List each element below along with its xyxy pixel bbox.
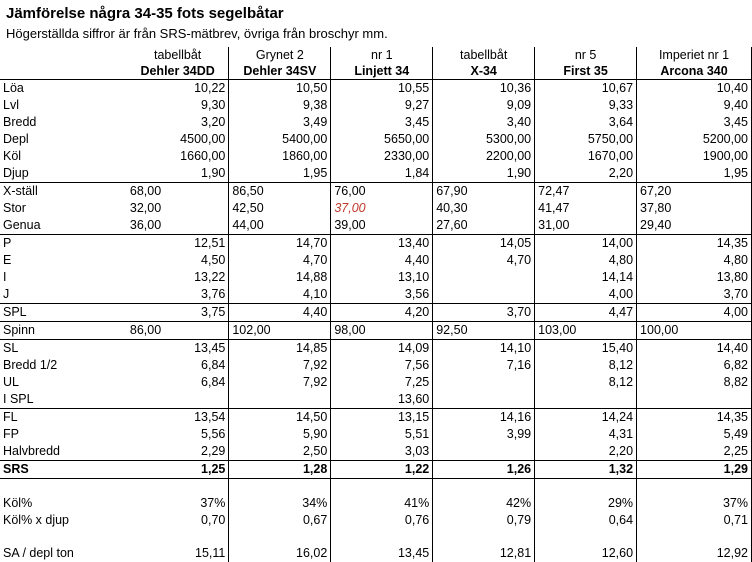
cell[interactable]: 98,00 <box>331 322 433 340</box>
cell[interactable]: 4500,00 <box>127 131 229 148</box>
cell[interactable]: 14,09 <box>331 340 433 358</box>
cell[interactable]: 39,00 <box>331 217 433 235</box>
cell[interactable]: 7,92 <box>229 374 331 391</box>
blank-cell[interactable] <box>127 529 229 545</box>
cell[interactable]: 4,10 <box>229 286 331 304</box>
cell[interactable]: 41,47 <box>535 200 637 217</box>
cell[interactable] <box>433 443 535 461</box>
cell[interactable]: 0,71 <box>637 512 752 529</box>
cell[interactable] <box>433 374 535 391</box>
table-row <box>0 426 752 443</box>
row-label[interactable]: Köl% x djup <box>3 512 70 527</box>
row-label[interactable]: I <box>3 270 7 284</box>
cell[interactable]: 3,99 <box>433 426 535 443</box>
table-row <box>0 97 752 114</box>
cell[interactable]: 8,82 <box>637 374 752 391</box>
blank-cell[interactable] <box>331 479 433 495</box>
blank-cell[interactable] <box>0 529 127 545</box>
cell[interactable]: 3,76 <box>127 286 229 304</box>
cell[interactable]: 14,70 <box>229 235 331 253</box>
cell[interactable]: 5,49 <box>637 426 752 443</box>
cell[interactable]: 9,27 <box>331 97 433 114</box>
cell[interactable]: 1,84 <box>331 165 433 183</box>
blank-cell[interactable] <box>535 479 637 495</box>
table-row <box>0 235 752 253</box>
cell[interactable]: 14,16 <box>433 409 535 427</box>
cell[interactable]: 16,02 <box>229 545 331 562</box>
row-label[interactable]: SA / depl ton <box>3 545 74 560</box>
col-name-2[interactable]: Dehler 34SV <box>229 63 331 80</box>
blank-cell[interactable] <box>637 479 752 495</box>
blank-cell[interactable] <box>0 479 127 495</box>
cell[interactable]: 4,70 <box>433 252 535 269</box>
row-label[interactable]: SL <box>0 340 127 358</box>
table-row <box>0 357 752 374</box>
row-label[interactable]: FL <box>0 409 127 427</box>
table-row <box>0 545 752 562</box>
cell[interactable]: 102,00 <box>229 322 331 340</box>
cell[interactable]: 13,54 <box>127 409 229 427</box>
table-row <box>0 512 752 529</box>
cell[interactable]: 12,92 <box>637 545 752 562</box>
col-name-6[interactable]: Arcona 340 <box>637 63 752 80</box>
row-label[interactable]: E <box>3 253 12 267</box>
row-label[interactable]: SRS <box>0 461 127 479</box>
row-label[interactable]: Halvbredd <box>3 444 60 458</box>
cell[interactable]: 3,40 <box>433 114 535 131</box>
blank-row <box>0 479 752 495</box>
cell[interactable]: 5650,00 <box>331 131 433 148</box>
cell[interactable]: 15,40 <box>535 340 637 358</box>
row-label[interactable]: Spinn <box>0 322 127 340</box>
cell[interactable]: 40,30 <box>433 200 535 217</box>
cell[interactable]: 14,40 <box>637 340 752 358</box>
cell[interactable]: 1900,00 <box>637 148 752 165</box>
col-sub-6[interactable]: Imperiet nr 1 <box>637 47 752 63</box>
cell[interactable]: 10,50 <box>229 80 331 98</box>
cell[interactable]: 13,10 <box>331 269 433 286</box>
col-name-4[interactable]: X-34 <box>433 63 535 80</box>
cell[interactable]: 10,67 <box>535 80 637 98</box>
table-row <box>0 114 752 131</box>
table-row <box>0 183 752 201</box>
cell[interactable]: 86,50 <box>229 183 331 201</box>
blank-cell[interactable] <box>433 479 535 495</box>
cell[interactable]: 12,81 <box>433 545 535 562</box>
cell[interactable]: 4,80 <box>637 252 752 269</box>
blank-cell[interactable] <box>127 479 229 495</box>
cell[interactable]: 32,00 <box>127 200 229 217</box>
cell[interactable]: 2,50 <box>229 443 331 461</box>
blank-cell[interactable] <box>433 529 535 545</box>
cell[interactable]: 37% <box>637 495 752 512</box>
cell[interactable]: 4,47 <box>535 304 637 322</box>
cell[interactable]: 14,00 <box>535 235 637 253</box>
cell[interactable]: 1,28 <box>229 461 331 479</box>
cell[interactable]: 6,82 <box>637 357 752 374</box>
header-row-name <box>0 63 752 80</box>
table-row <box>0 391 752 409</box>
cell[interactable]: 1,22 <box>331 461 433 479</box>
cell[interactable]: 3,75 <box>127 304 229 322</box>
cell[interactable]: 9,30 <box>127 97 229 114</box>
table-row <box>0 80 752 98</box>
cell[interactable]: 10,55 <box>331 80 433 98</box>
cell[interactable] <box>127 391 229 409</box>
cell[interactable]: 29,40 <box>637 217 752 235</box>
blank-cell[interactable] <box>229 529 331 545</box>
cell[interactable]: 5,56 <box>127 426 229 443</box>
table-row <box>0 286 752 304</box>
table-row <box>0 217 752 235</box>
sheet-subtitle: Högerställda siffror är från SRS-mätbrev, övriga från broschyr mm. <box>6 26 388 41</box>
table-row <box>0 374 752 391</box>
row-label[interactable]: X-ställ <box>0 183 127 201</box>
cell[interactable]: 8,12 <box>535 357 637 374</box>
cell[interactable]: 13,15 <box>331 409 433 427</box>
cell[interactable]: 12,51 <box>127 235 229 253</box>
cell[interactable]: 4,80 <box>535 252 637 269</box>
row-label[interactable]: Genua <box>3 218 41 232</box>
cell[interactable]: 13,40 <box>331 235 433 253</box>
cell[interactable]: 3,45 <box>331 114 433 131</box>
cell[interactable] <box>433 286 535 304</box>
highlighted-cell[interactable]: 37,00 <box>331 200 433 217</box>
cell[interactable]: 12,60 <box>535 545 637 562</box>
cell[interactable]: 2,25 <box>637 443 752 461</box>
row-label[interactable]: I SPL <box>3 392 34 406</box>
cell[interactable]: 8,12 <box>535 374 637 391</box>
cell[interactable]: 14,35 <box>637 235 752 253</box>
cell[interactable]: 9,09 <box>433 97 535 114</box>
cell[interactable]: 5750,00 <box>535 131 637 148</box>
cell[interactable] <box>535 391 637 409</box>
cell[interactable]: 5,51 <box>331 426 433 443</box>
blank-cell[interactable] <box>637 529 752 545</box>
cell[interactable]: 14,24 <box>535 409 637 427</box>
blank-cell[interactable] <box>535 529 637 545</box>
cell[interactable]: 41% <box>331 495 433 512</box>
table-row <box>0 340 752 358</box>
table-row <box>0 443 752 461</box>
row-label[interactable]: UL <box>3 375 19 389</box>
col-sub-4[interactable]: tabellbåt <box>433 47 535 63</box>
cell[interactable]: 14,10 <box>433 340 535 358</box>
cell[interactable]: 9,33 <box>535 97 637 114</box>
cell[interactable]: 13,22 <box>127 269 229 286</box>
row-label[interactable]: Lvl <box>3 98 19 112</box>
cell[interactable]: 29% <box>535 495 637 512</box>
row-label[interactable]: P <box>0 235 127 253</box>
cell[interactable]: 37% <box>127 495 229 512</box>
table-row <box>0 200 752 217</box>
cell[interactable]: 0,67 <box>229 512 331 529</box>
cell[interactable]: 3,45 <box>637 114 752 131</box>
cell[interactable]: 14,14 <box>535 269 637 286</box>
cell[interactable]: 1,26 <box>433 461 535 479</box>
cell[interactable]: 76,00 <box>331 183 433 201</box>
cell[interactable] <box>433 269 535 286</box>
table-row <box>0 252 752 269</box>
cell[interactable]: 1860,00 <box>229 148 331 165</box>
header-corner <box>0 47 127 63</box>
cell[interactable]: 15,11 <box>127 545 229 562</box>
row-label[interactable]: Djup <box>3 166 29 180</box>
cell[interactable]: 13,45 <box>331 545 433 562</box>
cell[interactable]: 7,56 <box>331 357 433 374</box>
srs-row <box>0 461 752 479</box>
cell[interactable]: 14,85 <box>229 340 331 358</box>
cell[interactable]: 13,80 <box>637 269 752 286</box>
cell[interactable] <box>229 391 331 409</box>
cell[interactable]: 6,84 <box>127 357 229 374</box>
cell[interactable]: 2,20 <box>535 165 637 183</box>
table-row <box>0 131 752 148</box>
cell[interactable] <box>637 391 752 409</box>
table-row <box>0 322 752 340</box>
cell[interactable]: 14,35 <box>637 409 752 427</box>
table-row <box>0 495 752 512</box>
cell[interactable]: 31,00 <box>535 217 637 235</box>
cell[interactable]: 92,50 <box>433 322 535 340</box>
cell[interactable]: 13,45 <box>127 340 229 358</box>
cell[interactable]: 3,64 <box>535 114 637 131</box>
cell[interactable]: 10,22 <box>127 80 229 98</box>
table-row <box>0 165 752 183</box>
row-label[interactable]: FP <box>3 427 19 441</box>
table-row <box>0 409 752 427</box>
row-label[interactable]: J <box>3 287 10 301</box>
cell[interactable]: 1,32 <box>535 461 637 479</box>
header-row-sub <box>0 47 752 63</box>
cell[interactable]: 1660,00 <box>127 148 229 165</box>
cell[interactable]: 2,20 <box>535 443 637 461</box>
cell[interactable]: 1,29 <box>637 461 752 479</box>
cell[interactable]: 34% <box>229 495 331 512</box>
cell[interactable]: 72,47 <box>535 183 637 201</box>
cell[interactable]: 7,25 <box>331 374 433 391</box>
row-label[interactable]: Bredd <box>3 115 37 129</box>
col-name-1[interactable]: Dehler 34DD <box>127 63 229 80</box>
blank-cell[interactable] <box>229 479 331 495</box>
cell[interactable]: 4,40 <box>229 304 331 322</box>
cell[interactable]: 1,95 <box>229 165 331 183</box>
sheet-title: Jämförelse några 34-35 fots segelbåtar <box>6 5 284 22</box>
cell[interactable] <box>433 391 535 409</box>
cell[interactable]: 68,00 <box>127 183 229 201</box>
cell[interactable]: 9,38 <box>229 97 331 114</box>
cell[interactable]: 3,49 <box>229 114 331 131</box>
row-label[interactable]: Köl <box>3 149 22 163</box>
cell[interactable]: 0,64 <box>535 512 637 529</box>
row-label[interactable]: Löa <box>3 81 24 95</box>
cell[interactable]: 1,90 <box>433 165 535 183</box>
cell[interactable]: 13,60 <box>331 391 433 409</box>
table-row <box>0 148 752 165</box>
cell[interactable]: 4,00 <box>637 304 752 322</box>
blank-cell[interactable] <box>331 529 433 545</box>
cell[interactable]: 67,90 <box>433 183 535 201</box>
cell[interactable]: 44,00 <box>229 217 331 235</box>
cell[interactable]: 4,40 <box>331 252 433 269</box>
cell[interactable]: 6,84 <box>127 374 229 391</box>
cell[interactable]: 2200,00 <box>433 148 535 165</box>
table-row <box>0 304 752 322</box>
cell[interactable]: 1,25 <box>127 461 229 479</box>
cell[interactable]: 5200,00 <box>637 131 752 148</box>
cell[interactable]: 100,00 <box>637 322 752 340</box>
cell[interactable]: 3,20 <box>127 114 229 131</box>
comparison-table <box>0 47 752 562</box>
cell[interactable]: 2,29 <box>127 443 229 461</box>
header-corner <box>0 63 127 80</box>
cell[interactable]: 86,00 <box>127 322 229 340</box>
cell[interactable]: 4,20 <box>331 304 433 322</box>
cell[interactable]: 14,88 <box>229 269 331 286</box>
col-sub-5[interactable]: nr 5 <box>535 47 637 63</box>
cell[interactable]: 67,20 <box>637 183 752 201</box>
row-label[interactable]: Stor <box>3 201 26 215</box>
cell[interactable]: 5,90 <box>229 426 331 443</box>
cell[interactable]: 37,80 <box>637 200 752 217</box>
cell[interactable]: 3,03 <box>331 443 433 461</box>
cell[interactable]: 4,70 <box>229 252 331 269</box>
cell[interactable]: 4,00 <box>535 286 637 304</box>
table-row <box>0 269 752 286</box>
cell[interactable]: 7,92 <box>229 357 331 374</box>
cell[interactable]: 10,40 <box>637 80 752 98</box>
cell[interactable]: 14,50 <box>229 409 331 427</box>
cell[interactable]: 4,31 <box>535 426 637 443</box>
row-label[interactable]: Depl <box>3 132 29 146</box>
col-sub-2[interactable]: Grynet 2 <box>229 47 331 63</box>
cell[interactable]: 0,70 <box>127 512 229 529</box>
cell[interactable]: 1,95 <box>637 165 752 183</box>
row-label[interactable]: Köl% <box>3 495 33 510</box>
cell[interactable]: 10,36 <box>433 80 535 98</box>
col-sub-1[interactable]: tabellbåt <box>127 47 229 63</box>
cell[interactable]: 4,50 <box>127 252 229 269</box>
col-sub-3[interactable]: nr 1 <box>331 47 433 63</box>
cell[interactable]: 103,00 <box>535 322 637 340</box>
row-label[interactable]: SPL <box>0 304 127 322</box>
cell[interactable]: 2330,00 <box>331 148 433 165</box>
cell[interactable]: 1,90 <box>127 165 229 183</box>
row-label[interactable]: Bredd 1/2 <box>3 358 58 372</box>
col-name-3[interactable]: Linjett 34 <box>331 63 433 80</box>
cell[interactable]: 3,70 <box>433 304 535 322</box>
cell[interactable]: 5400,00 <box>229 131 331 148</box>
cell[interactable]: 3,70 <box>637 286 752 304</box>
cell[interactable]: 5300,00 <box>433 131 535 148</box>
cell[interactable]: 42% <box>433 495 535 512</box>
cell[interactable]: 7,16 <box>433 357 535 374</box>
cell[interactable]: 0,76 <box>331 512 433 529</box>
blank-row <box>0 529 752 545</box>
cell[interactable]: 27,60 <box>433 217 535 235</box>
cell[interactable]: 1670,00 <box>535 148 637 165</box>
cell[interactable]: 9,40 <box>637 97 752 114</box>
cell[interactable]: 14,05 <box>433 235 535 253</box>
cell[interactable]: 42,50 <box>229 200 331 217</box>
cell[interactable]: 0,79 <box>433 512 535 529</box>
cell[interactable]: 36,00 <box>127 217 229 235</box>
col-name-5[interactable]: First 35 <box>535 63 637 80</box>
cell[interactable]: 3,56 <box>331 286 433 304</box>
